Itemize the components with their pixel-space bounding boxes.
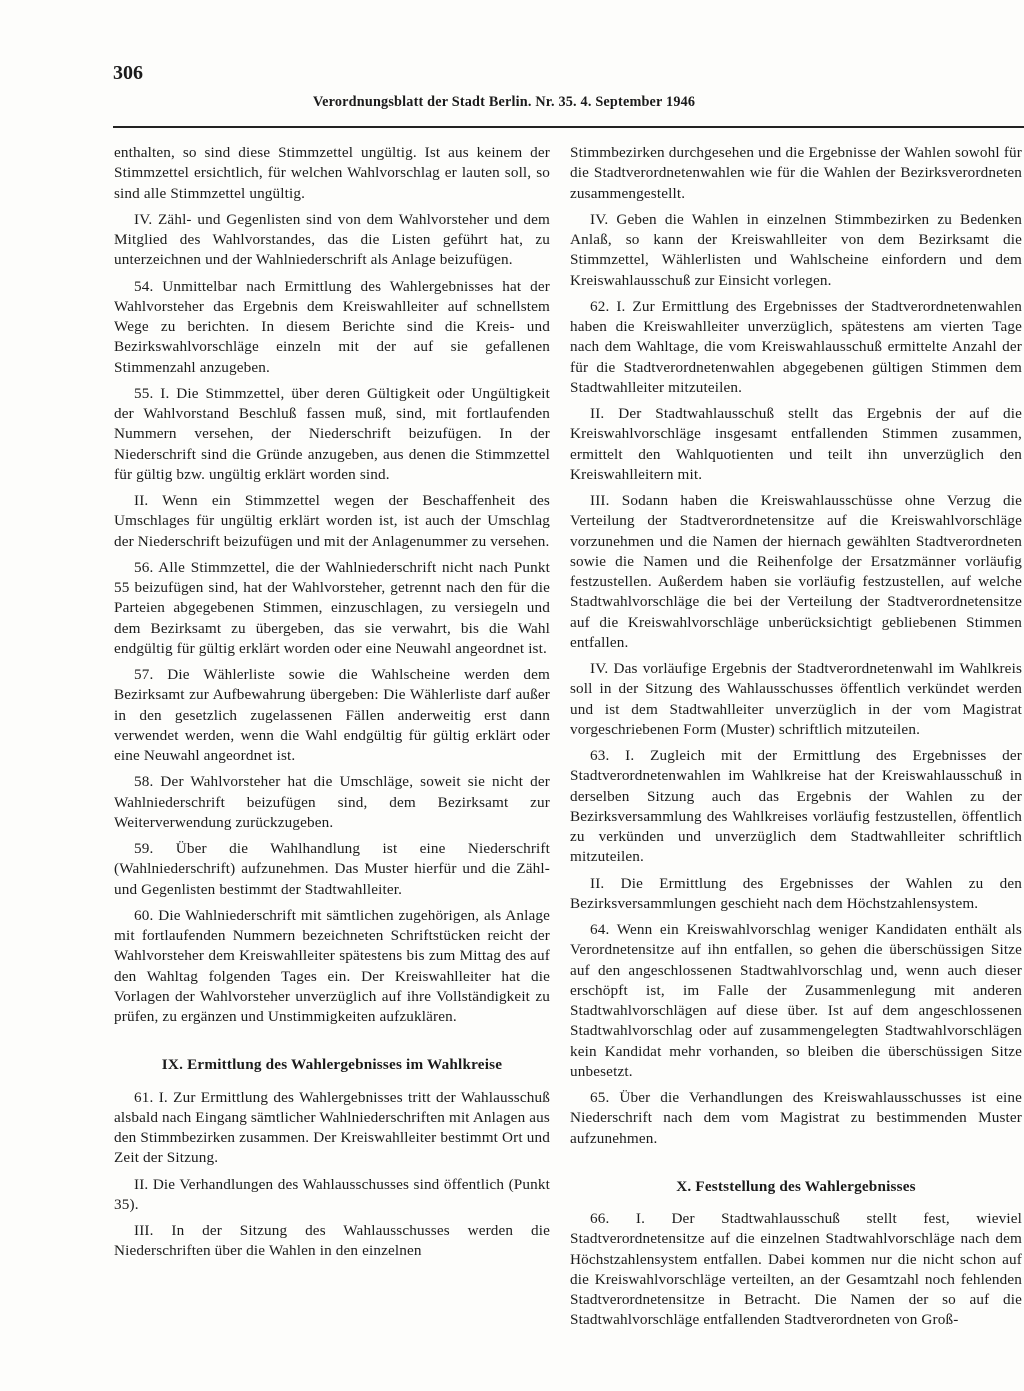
paragraph: 62. I. Zur Ermittlung des Ergebnisses der Stadtverordnetenwahlen haben die Kreiswahlleiter unverzüglich, spätestens am vierten Tage nach dem Wahltage, die vom Kreiswahlausschuß ermittelte Anzahl der für die Stadtverordnetenwahlen abgegebenen gültigen Stimmen dem Stadtwahlleiter mitzuteilen. bbox=[570, 297, 1022, 396]
section-heading: X. Feststellung des Wahlergebnisses bbox=[676, 1177, 916, 1195]
page-number: 306 bbox=[113, 62, 143, 84]
right-column bbox=[570, 143, 1022, 1337]
paragraph: IV. Zähl- und Gegenlisten sind von dem Wahlvorsteher und dem Mitglied des Wahlvorstandes, das die Listen geführt hat, zu unterzeichnen und der Wahlniederschrift als Anlage beizufügen. bbox=[114, 210, 550, 269]
running-head: Verordnungsblatt der Stadt Berlin. Nr. 35. 4. September 1946 bbox=[313, 94, 696, 110]
section-heading: IX. Ermittlung des Wahlergebnisses im Wahlkreise bbox=[161, 1056, 503, 1074]
paragraph: II. Der Stadtwahlausschuß stellt das Ergebnis der auf die Kreiswahlvorschläge insgesamt entfallenden Stimmen zusammen, ermittelt den Wahlquotienten und teilt ihn unverzüglich den Kreiswahlleitern mit. bbox=[570, 405, 1022, 483]
paragraph: II. Die Ermittlung des Ergebnisses der Wahlen zu den Bezirksversammlungen geschieht nach dem Höchstzahlensystem. bbox=[570, 874, 1022, 912]
paragraph: 65. Über die Verhandlungen des Kreiswahlausschusses ist eine Niederschrift nach dem vom Magistrat zu bestimmenden Muster aufzunehmen. bbox=[570, 1089, 1022, 1147]
paragraph: enthalten, so sind diese Stimmzettel ungültig. Ist aus keinem der Stimmzettel ersichtlich, für welchen Wahlvorschlag er lauten soll, so sind alle Stimmzettel ungültig. bbox=[114, 144, 550, 202]
paragraph: 66. I. Der Stadtwahlausschuß stellt fest, wieviel Stadtverordnetensitze auf die einzelnen Stadtwahlvorschläge nach dem Höchstzahlensystem entfallen. Dabei kommen nur die nicht schon auf die Kreiswahlvorschläge verteilten, an der Gesamtzahl noch fehlenden Stadtverordnetensitze in Betracht. Die Namen der so auf die Stadtwahlvorschläge entfallenden Stadtverordneten von Groß- bbox=[570, 1210, 1022, 1329]
paragraph: 56. Alle Stimmzettel, die der Wahlniederschrift nicht nach Punkt 55 beizufügen sind, hat der Wahlvorsteher, getrennt nach den für die Parteien abgegebenen Stimmen, einzuschlagen, zu versiegeln und dem Bezirksamt zu übergeben, das sie verwahrt, bis die Wahl endgültig für gültig erklärt worden oder eine Neuwahl angeordnet ist. bbox=[114, 558, 550, 657]
paragraph: II. Die Verhandlungen des Wahlausschusses sind öffentlich (Punkt 35). bbox=[114, 1175, 550, 1213]
paragraph: 61. I. Zur Ermittlung des Wahlergebnisses tritt der Wahlausschuß alsbald nach Eingang sämtlicher Wahlniederschriften mit Anlagen aus den Stimmbezirken zusammen. Der Kreiswahlleiter bestimmt Ort und Zeit der Sitzung. bbox=[114, 1088, 550, 1167]
paragraph: 64. Wenn ein Kreiswahlvorschlag weniger Kandidaten enthält als Verordnetensitze auf ihn entfallen, so gehen die überschüssigen Sitze auf den angeschlossenen Stadtwahlvorschlag und, wenn auch dieser erschöpft ist, im Falle der Zusammenlegung mit anderen Stadtwahlvorschlägen auf diese über. Ist auf dem angeschlossenen Stadtwahlvorschlag oder auf zusammengelegten Stadtwahlvorschlägen kein Kandidat mehr vorhanden, so bleiben die überschüssigen Sitze unbesetzt. bbox=[570, 921, 1022, 1080]
paragraph: IV. Geben die Wahlen in einzelnen Stimmbezirken zu Bedenken Anlaß, so kann der Kreiswahlleiter von dem Bezirksamt die Stimmzettel, Wählerlisten und Wahlscheine einfordern und dem Kreiswahlausschuß zur Einsicht vorlegen. bbox=[570, 210, 1022, 289]
paragraph: 63. I. Zugleich mit der Ermittlung des Ergebnisses der Stadtverordnetenwahlen im Wahlkreise hat der Kreiswahlausschuß in derselben Sitzung auch das Ergebnis der Wahlen zu der Bezirksversammlung des Wahlkreises vorläufig festzustellen, öffentlich zu verkünden und unverzüglich dem Stadtwahlleiter schriftlich mitzuteilen. bbox=[570, 747, 1022, 866]
paragraph: III. In der Sitzung des Wahlausschusses werden die Niederschriften über die Wahlen in den einzelnen bbox=[114, 1222, 550, 1260]
paragraph: 59. Über die Wahlhandlung ist eine Niederschrift (Wahlniederschrift) aufzunehmen. Das Muster hierfür und die Zähl- und Gegenlisten bestimmt der Stadtwahlleiter. bbox=[114, 840, 550, 898]
paragraph: 57. Die Wählerliste sowie die Wahlscheine werden dem Bezirksamt zur Aufbewahrung übergeben: Die Wählerliste darf außer in den gesetzlich zugelassenen Fällen anderweitig erst dann verwendet werden, wenn die Wahl endgültig für gültig erklärt oder eine Neuwahl angeordnet ist. bbox=[114, 666, 550, 764]
paragraph: II. Wenn ein Stimmzettel wegen der Beschaffenheit des Umschlages für ungültig erklärt worden ist, ist auch der Umschlag der Niederschrift beizufügen und mit der Anlagenummer zu versehen. bbox=[114, 492, 550, 550]
paragraph: III. Sodann haben die Kreiswahlausschüsse ohne Verzug die Verteilung der Stadtverordnetensitze auf die Kreiswahlvorschläge vorzunehmen und die Namen der hiernach gewählten Stadtverordneten sowie die Namen und die Reihenfolge der Ersatzmänner vorläufig festzustellen. Außerdem haben sie vorläufig festzustellen, auf welche Stadtwahlvorschläge die bei der Verteilung der Stadtverordnetensitze auf die Kreiswahlvorschläge unberücksichtigt gebliebenen Stimmen entfallen. bbox=[570, 492, 1022, 651]
left-column bbox=[114, 143, 550, 1268]
paragraph: Stimmbezirken durchgesehen und die Ergebnisse der Wahlen sowohl für die Stadtverordnetenwahlen wie für die Wahlen der Bezirksverordneten zusammengestellt. bbox=[570, 144, 1022, 202]
paragraph: 54. Unmittelbar nach Ermittlung des Wahlergebnisses hat der Wahlvorsteher das Ergebnis dem Kreiswahlleiter auf schnellstem Wege zu berichten. In diesem Berichte sind die Kreis- und Bezirkswahlvorschläge einzeln mit der auf sie gefallenen Stimmenzahl anzugeben. bbox=[114, 277, 550, 376]
paragraph: 55. I. Die Stimmzettel, über deren Gültigkeit oder Ungültigkeit der Wahlvorstand Beschluß fassen muß, sind, mit fortlaufenden Nummern versehen, der Niederschrift beizufügen. In der Niederschrift sind die Gründe anzugeben, aus denen die Stimmzettel für gültig bzw. ungültig erklärt worden sind. bbox=[114, 384, 550, 483]
paragraph: 58. Der Wahlvorsteher hat die Umschläge, soweit sie nicht der Wahlniederschrift beizufügen sind, dem Bezirksamt zur Weiterverwendung zurückzugeben. bbox=[114, 773, 550, 831]
paragraph: IV. Das vorläufige Ergebnis der Stadtverordnetenwahl im Wahlkreis soll in der Sitzung des Wahlausschusses öffentlich verkündet werden und ist dem Stadtwahlleiter unverzüglich in der vom Magistrat vorgeschriebenen Form (Muster) schriftlich mitzuteilen. bbox=[570, 660, 1022, 738]
header-rule bbox=[113, 126, 1024, 128]
paragraph: 60. Die Wahlniederschrift mit sämtlichen zugehörigen, als Anlage mit fortlaufenden Nummern bezeichneten Schriftstücken reicht der Wahlvorsteher dem Kreiswahlleiter spätestens bis zum Mittag des auf den Wahltag folgenden Tages ein. Der Kreiswahlleiter hat die Vorlagen der Wahlvorsteher unverzüglich auf ihre Vollständigkeit zu prüfen, zu ergänzen und Unstimmigkeiten aufzuklären. bbox=[114, 906, 550, 1025]
page-header bbox=[113, 62, 1024, 118]
